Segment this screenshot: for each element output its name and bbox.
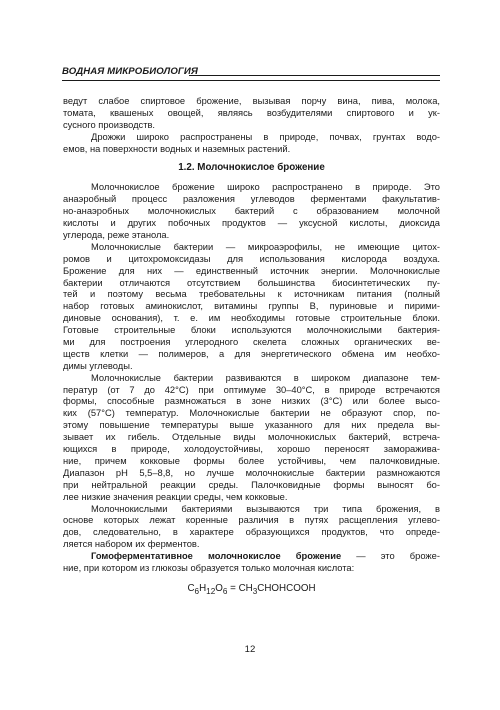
text-line: Диапазон pH 5,5–8,8, но лучше молочнокислые бактерии размножаются: [63, 467, 440, 478]
text-line: Молочнокислыми бактериями вызываются три типа брожения, в: [91, 503, 440, 514]
running-header: [62, 66, 440, 80]
formula-sub: 6: [222, 586, 228, 596]
text-line: анаэробный процесс разложения углеводов ферментами факультатив-: [63, 194, 440, 205]
term-rest: — это броже-: [341, 551, 440, 562]
intro-paragraph-2: [63, 132, 440, 156]
paragraph: [63, 504, 440, 552]
text-line: набор готовых аминокислот, витамины группы B, пуриновые и пирими-: [63, 301, 440, 312]
formula-part: CH: [238, 582, 253, 594]
text-line: тей и поэтому весьма требовательны к источникам питания (полный: [63, 289, 440, 300]
text-line: дов, следовательно, в характере образующихся продуктов, что опреде-: [63, 527, 440, 538]
text-line: томата, квашеных овощей, являясь возбудителями спиртового и ук-: [63, 107, 440, 118]
formula-sub: 3: [252, 586, 258, 596]
text-line: формы, способные размножаться в зоне низких (3°C) или более высо-: [63, 396, 440, 407]
header-rule-lower: [62, 80, 440, 81]
text-line: Готовые строительные блоки используются молочнокислыми бактерия-: [63, 325, 440, 336]
text-line: лее низкие значения реакции среды, чем кокковые.: [63, 491, 288, 502]
page-body: [63, 96, 440, 598]
text-line: ромов и цитохромоксидазы для использования кислорода воздуха.: [63, 253, 440, 264]
text-line: димы углеводы.: [63, 360, 133, 371]
section-heading: 1.2. Молочнокислое брожение: [178, 162, 325, 174]
last-paragraph: [63, 551, 440, 575]
text-line: ких (57°C) температур. Молочнокислые бактерии не образуют спор, по-: [63, 408, 440, 419]
text-line: Брожение для них — единственный источник энергии. Молочнокислые: [63, 265, 440, 276]
chemical-formula: [63, 583, 440, 598]
formula-part: C: [187, 582, 195, 594]
text-line: зывает их гибель. Отдельные виды молочнокислых бактерий, встреча-: [63, 432, 440, 443]
text-line: ми для построения углеродного скелета сложных органических ве-: [63, 337, 440, 348]
intro-paragraph: [63, 96, 440, 132]
text-line: ществ клетки — полимеров, а для энергетического обмена им необхо-: [63, 348, 440, 359]
text-line: ператур (от 7 до 42°C) при оптимуме 30–40°C, в природе встречаются: [63, 384, 440, 395]
text-line: Молочнокислое брожение широко распространено в природе. Это: [91, 182, 440, 193]
text-line: [63, 551, 440, 563]
formula-sub: 12: [206, 586, 216, 596]
page-number: 12: [244, 644, 256, 655]
formula-part: CHOHCOOH: [257, 582, 316, 594]
text-line: Дрожжи широко распространены в природе, почвах, грунтах водо-: [91, 131, 440, 142]
text-line: ведут слабое спиртовое брожение, вызывая порчу вина, пива, молока,: [63, 96, 440, 106]
formula-part: H: [199, 582, 207, 594]
body-paragraphs: [63, 182, 440, 551]
paragraph: [63, 373, 440, 504]
text-line: углерода, реже этанола.: [63, 230, 170, 241]
paragraph: [63, 182, 440, 241]
text-line: бактерии отличаются отсутствием большинства биосинтетических пу-: [63, 277, 440, 288]
text-line: Молочнокислые бактерии — микроаэрофилы, не имеющие цитох-: [91, 241, 440, 252]
text-line: ляется набором их ферментов.: [63, 539, 200, 550]
text-line: ние, причем кокковые формы более устойчивы, чем палочковидные.: [63, 455, 440, 466]
text-line: Молочнокислые бактерии развиваются в широком диапазоне тем-: [91, 372, 440, 383]
text-line: сусного производств.: [63, 119, 156, 130]
text-line: при нейтральной реакции среды. Палочковидные формы выносят бо-: [63, 479, 440, 490]
formula-part: O: [215, 582, 223, 594]
text-line: ющихся в природе, холодоустойчивы, хорошо переносят замораживa-: [63, 444, 440, 455]
text-line: ние, при котором из глюкозы образуется только молочная кислота:: [63, 562, 355, 573]
text-line: но-анаэробных молочнокислых бактерий с образованием молочной: [63, 206, 440, 217]
text-line: кислоты и других побочных продуктов — уксусной кислоты, диоксида: [63, 218, 440, 229]
text-line: диновые основания), т. е. им необходимы готовые строительные блоки.: [63, 313, 440, 324]
formula-sub: 6: [194, 586, 200, 596]
text-line: этому повышение температуры выше указанного для них предела вы-: [63, 420, 440, 431]
header-title: ВОДНАЯ МИКРОБИОЛОГИЯ: [62, 66, 198, 77]
text-line: емов, на поверхности водных и наземных растений.: [63, 143, 291, 154]
text-line: основе которых лежат коренные различия в путях расщепления углево-: [63, 515, 440, 526]
formula-equals: =: [227, 582, 239, 594]
term-bold: Гомоферментативное молочнокислое брожение: [91, 551, 342, 562]
header-rule: [189, 75, 440, 76]
paragraph: [63, 242, 440, 373]
